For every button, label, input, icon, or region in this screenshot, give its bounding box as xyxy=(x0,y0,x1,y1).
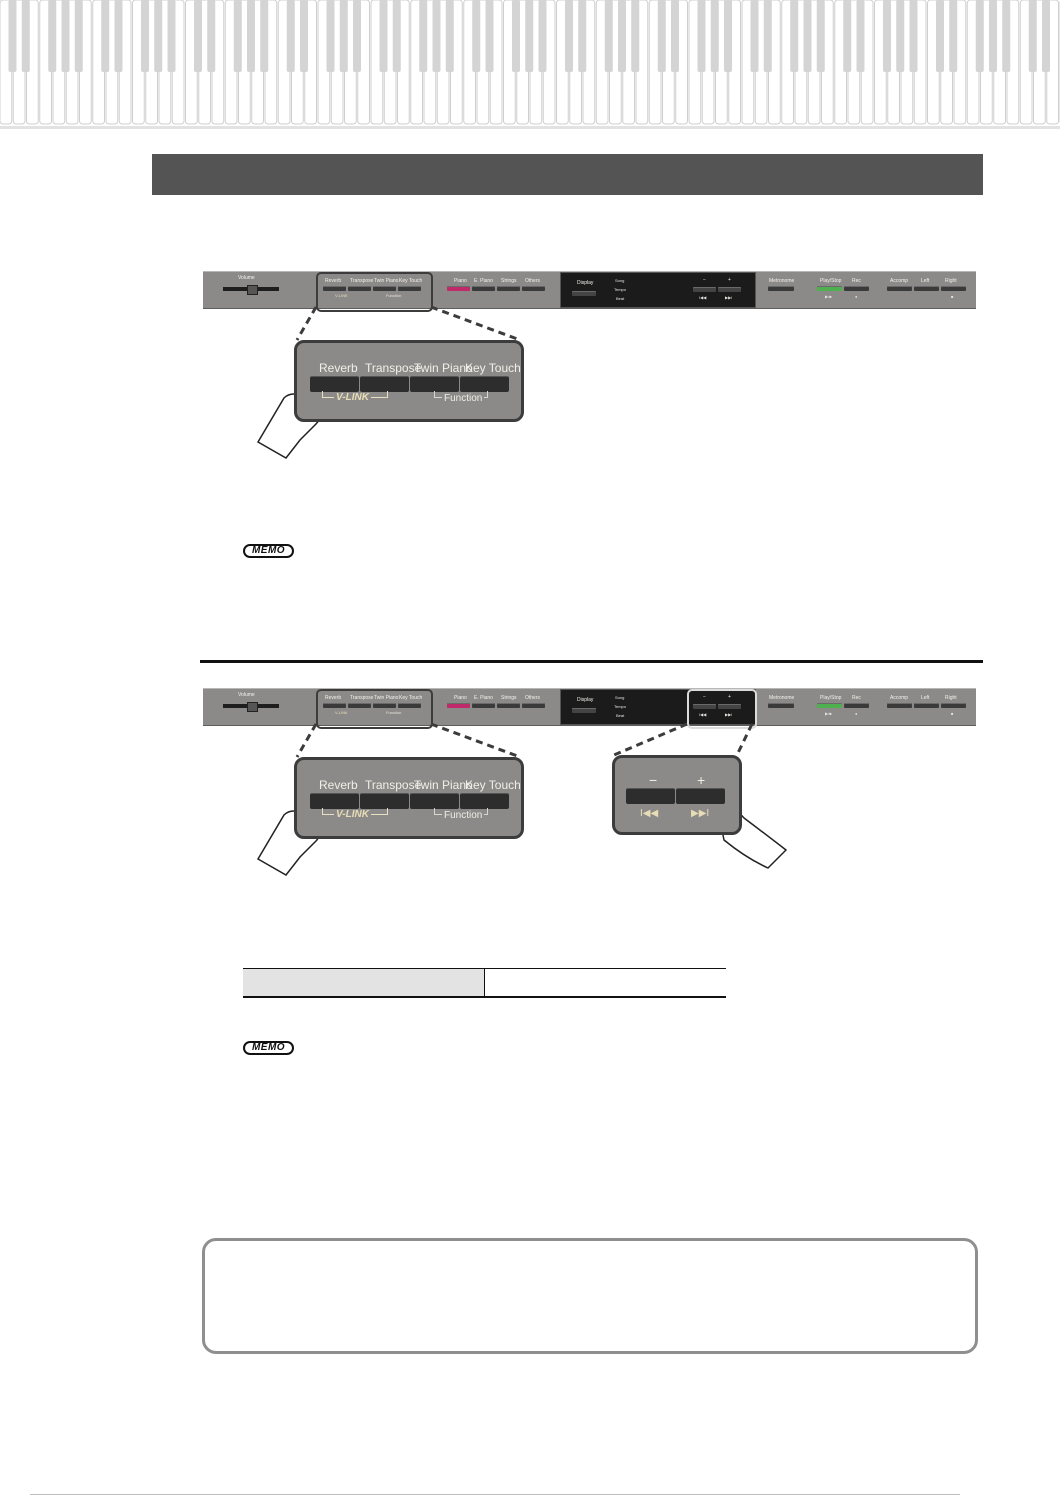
accomp-label: Accomp xyxy=(890,695,909,701)
tempo-label: Tempo xyxy=(614,287,627,292)
zoom-twin-piano-label: Twin Piano xyxy=(414,778,473,792)
display-label: Display xyxy=(577,280,594,286)
vlink-label: V-LINK xyxy=(335,293,348,298)
e-piano-label: E. Piano xyxy=(474,695,493,701)
zoom-twin-piano-button xyxy=(410,376,459,392)
others-label: Others xyxy=(525,278,541,284)
piano-label: Piano xyxy=(454,278,467,284)
transpose-label: Transpose xyxy=(350,278,374,284)
zoom-key-touch-label: Key Touch xyxy=(465,361,521,375)
zoom-vlink-label: V-LINK xyxy=(336,392,369,403)
zoom-reverb-label: Reverb xyxy=(319,778,358,792)
zoom-forward-label: ▶▶I xyxy=(691,808,710,819)
volume-label: Volume xyxy=(238,275,255,281)
accomp-label: Accomp xyxy=(890,278,909,284)
plus-label: + xyxy=(728,277,731,283)
memo-icon-2 xyxy=(243,1041,294,1055)
rewind-label: I◀◀ xyxy=(699,712,707,717)
zoom-plus-button xyxy=(676,788,725,804)
play-stop-symbol: ▶/■ xyxy=(825,711,832,716)
rewind-label: I◀◀ xyxy=(699,295,707,300)
zoom-reverb-label: Reverb xyxy=(319,361,358,375)
beat-label: Beat xyxy=(616,713,625,718)
minus-label: − xyxy=(703,277,706,283)
zoom-plus-label: + xyxy=(697,772,706,788)
note-box xyxy=(202,1238,978,1354)
section-divider xyxy=(200,660,983,663)
vlink-label: V-LINK xyxy=(335,710,348,715)
left-label: Left xyxy=(921,695,930,701)
play-stop-label: Play/Stop xyxy=(820,278,842,284)
zoom-transpose-label: Transpose xyxy=(365,361,422,375)
right-label: Right xyxy=(945,278,957,284)
piano-label: Piano xyxy=(454,695,467,701)
display-label: Display xyxy=(577,697,594,703)
memo-label: MEMO xyxy=(251,545,286,556)
zoom-transpose-button xyxy=(360,793,409,809)
play-stop-symbol: ▶/■ xyxy=(825,294,832,299)
plus-label: + xyxy=(728,694,731,700)
right-label: Right xyxy=(945,695,957,701)
zoom-twin-piano-label: Twin Piano xyxy=(414,361,473,375)
rec-symbol: ● xyxy=(855,711,858,716)
key-touch-label: Key Touch xyxy=(399,695,423,701)
rec-symbol: ● xyxy=(855,294,858,299)
zoom-transpose-button xyxy=(360,376,409,392)
forward-label: ▶▶I xyxy=(725,295,733,300)
table-header-cell xyxy=(243,969,485,996)
song-label: Song xyxy=(615,278,625,283)
transpose-label: Transpose xyxy=(350,695,374,701)
zoom-vlink-label: V-LINK xyxy=(336,809,369,820)
memo-icon xyxy=(243,544,294,558)
metronome-label: Metronome xyxy=(769,695,795,701)
rec-label: Rec xyxy=(852,695,861,701)
memo-label: MEMO xyxy=(251,1042,286,1053)
zoom-panel-buttons xyxy=(294,340,524,422)
beat-label: Beat xyxy=(616,296,625,301)
forward-label: ▶▶I xyxy=(725,712,733,717)
play-stop-label: Play/Stop xyxy=(820,695,842,701)
tempo-label: Tempo xyxy=(614,704,627,709)
reverb-label: Reverb xyxy=(325,695,342,701)
function-label: Function xyxy=(386,293,402,298)
zoom-minus-button xyxy=(626,788,675,804)
zoom-reverb-button xyxy=(310,793,359,809)
zoom-rewind-label: I◀◀ xyxy=(640,808,659,819)
strings-label: Strings xyxy=(501,278,517,284)
settings-table xyxy=(243,968,726,998)
left-label: Left xyxy=(921,278,930,284)
right-symbol: ■ xyxy=(951,294,954,299)
zoom-key-touch-button xyxy=(460,376,509,392)
zoom-key-touch-button xyxy=(460,793,509,809)
zoom-minus-label: − xyxy=(649,772,658,788)
key-touch-label: Key Touch xyxy=(399,278,423,284)
minus-label: − xyxy=(703,694,706,700)
twin-piano-label: Twin Piano xyxy=(374,278,399,284)
zoom-reverb-button xyxy=(310,376,359,392)
right-symbol: ■ xyxy=(951,711,954,716)
function-label: Function xyxy=(386,710,402,715)
zoom-transpose-label: Transpose xyxy=(365,778,422,792)
reverb-label: Reverb xyxy=(325,278,342,284)
zoom-panel-buttons-2 xyxy=(294,757,524,839)
zoom-function-label: Function xyxy=(444,810,483,821)
twin-piano-label: Twin Piano xyxy=(374,695,399,701)
song-label: Song xyxy=(615,695,625,700)
zoom-value-buttons xyxy=(612,755,742,835)
e-piano-label: E. Piano xyxy=(474,278,493,284)
others-label: Others xyxy=(525,695,541,701)
strings-label: Strings xyxy=(501,695,517,701)
zoom-twin-piano-button xyxy=(410,793,459,809)
metronome-label: Metronome xyxy=(769,278,795,284)
volume-label: Volume xyxy=(238,692,255,698)
footer-rule xyxy=(30,1494,960,1495)
zoom-key-touch-label: Key Touch xyxy=(465,778,521,792)
rec-label: Rec xyxy=(852,278,861,284)
zoom-function-label: Function xyxy=(444,393,483,404)
